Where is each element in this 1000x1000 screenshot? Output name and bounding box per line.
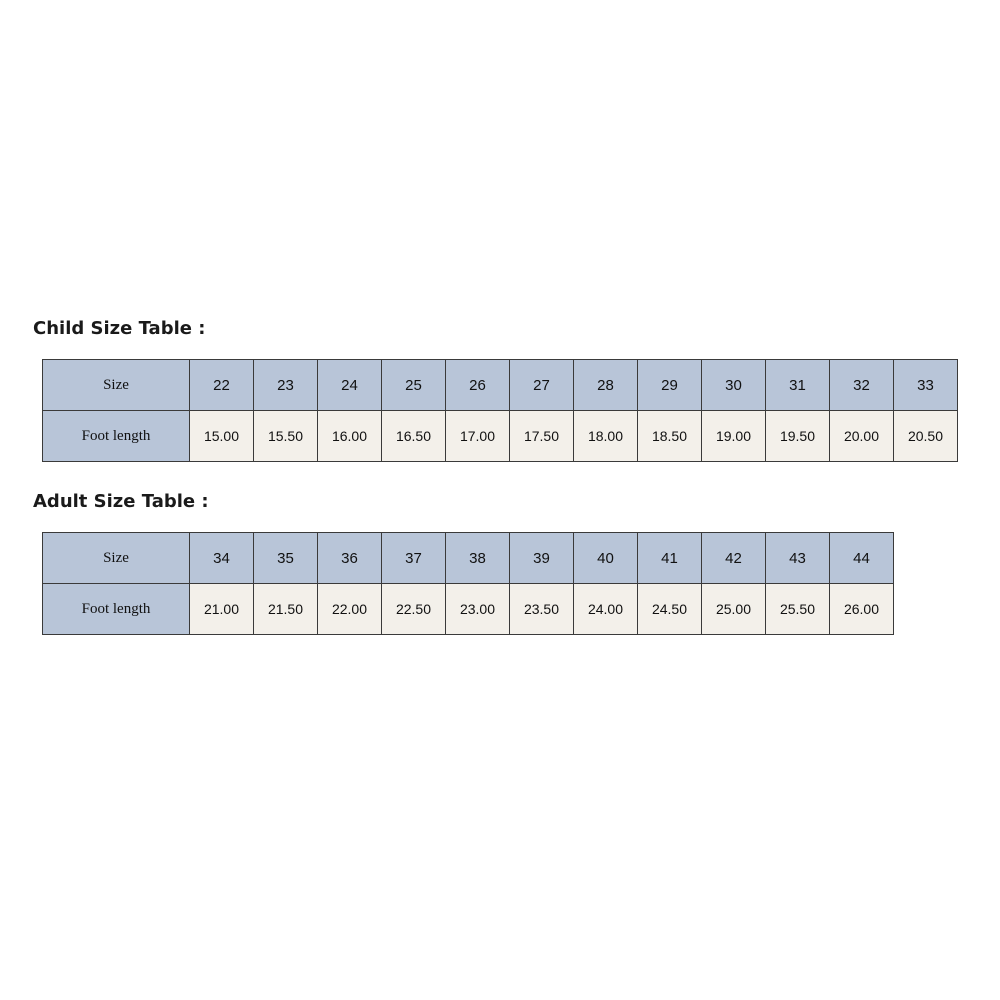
size-cell: 29 (638, 360, 702, 411)
child-table-title: Child Size Table : (33, 318, 206, 339)
foot-length-cell: 21.00 (190, 584, 254, 635)
foot-length-cell: 20.00 (830, 411, 894, 462)
foot-length-row-header: Foot length (43, 411, 190, 462)
foot-length-cell: 18.00 (574, 411, 638, 462)
size-cell: 37 (382, 533, 446, 584)
size-cell: 35 (254, 533, 318, 584)
foot-length-cell: 15.00 (190, 411, 254, 462)
foot-length-cell: 19.50 (766, 411, 830, 462)
size-cell: 41 (638, 533, 702, 584)
size-cell: 27 (510, 360, 574, 411)
foot-length-row-header: Foot length (43, 584, 190, 635)
foot-length-row (43, 584, 894, 635)
size-cell: 38 (446, 533, 510, 584)
foot-length-cell: 18.50 (638, 411, 702, 462)
size-cell: 24 (318, 360, 382, 411)
size-cell: 23 (254, 360, 318, 411)
size-row (43, 533, 894, 584)
size-cell: 30 (702, 360, 766, 411)
size-cell: 39 (510, 533, 574, 584)
size-cell: 22 (190, 360, 254, 411)
size-cell: 42 (702, 533, 766, 584)
foot-length-cell: 20.50 (894, 411, 958, 462)
foot-length-cell: 24.00 (574, 584, 638, 635)
foot-length-cell: 15.50 (254, 411, 318, 462)
foot-length-cell: 21.50 (254, 584, 318, 635)
foot-length-cell: 26.00 (830, 584, 894, 635)
size-cell: 32 (830, 360, 894, 411)
adult-size-table (42, 532, 894, 635)
foot-length-cell: 19.00 (702, 411, 766, 462)
size-cell: 31 (766, 360, 830, 411)
foot-length-cell: 17.50 (510, 411, 574, 462)
size-row-header: Size (43, 533, 190, 584)
foot-length-row (43, 411, 958, 462)
foot-length-cell: 24.50 (638, 584, 702, 635)
size-row-header: Size (43, 360, 190, 411)
foot-length-cell: 25.50 (766, 584, 830, 635)
size-cell: 25 (382, 360, 446, 411)
size-cell: 34 (190, 533, 254, 584)
size-cell: 33 (894, 360, 958, 411)
foot-length-cell: 16.50 (382, 411, 446, 462)
foot-length-cell: 22.00 (318, 584, 382, 635)
foot-length-cell: 23.50 (510, 584, 574, 635)
foot-length-cell: 23.00 (446, 584, 510, 635)
size-cell: 26 (446, 360, 510, 411)
size-cell: 44 (830, 533, 894, 584)
size-cell: 43 (766, 533, 830, 584)
size-row (43, 360, 958, 411)
foot-length-cell: 16.00 (318, 411, 382, 462)
foot-length-cell: 22.50 (382, 584, 446, 635)
child-size-table (42, 359, 958, 462)
size-cell: 28 (574, 360, 638, 411)
foot-length-cell: 25.00 (702, 584, 766, 635)
size-cell: 36 (318, 533, 382, 584)
size-cell: 40 (574, 533, 638, 584)
adult-table-title: Adult Size Table : (33, 491, 209, 512)
foot-length-cell: 17.00 (446, 411, 510, 462)
